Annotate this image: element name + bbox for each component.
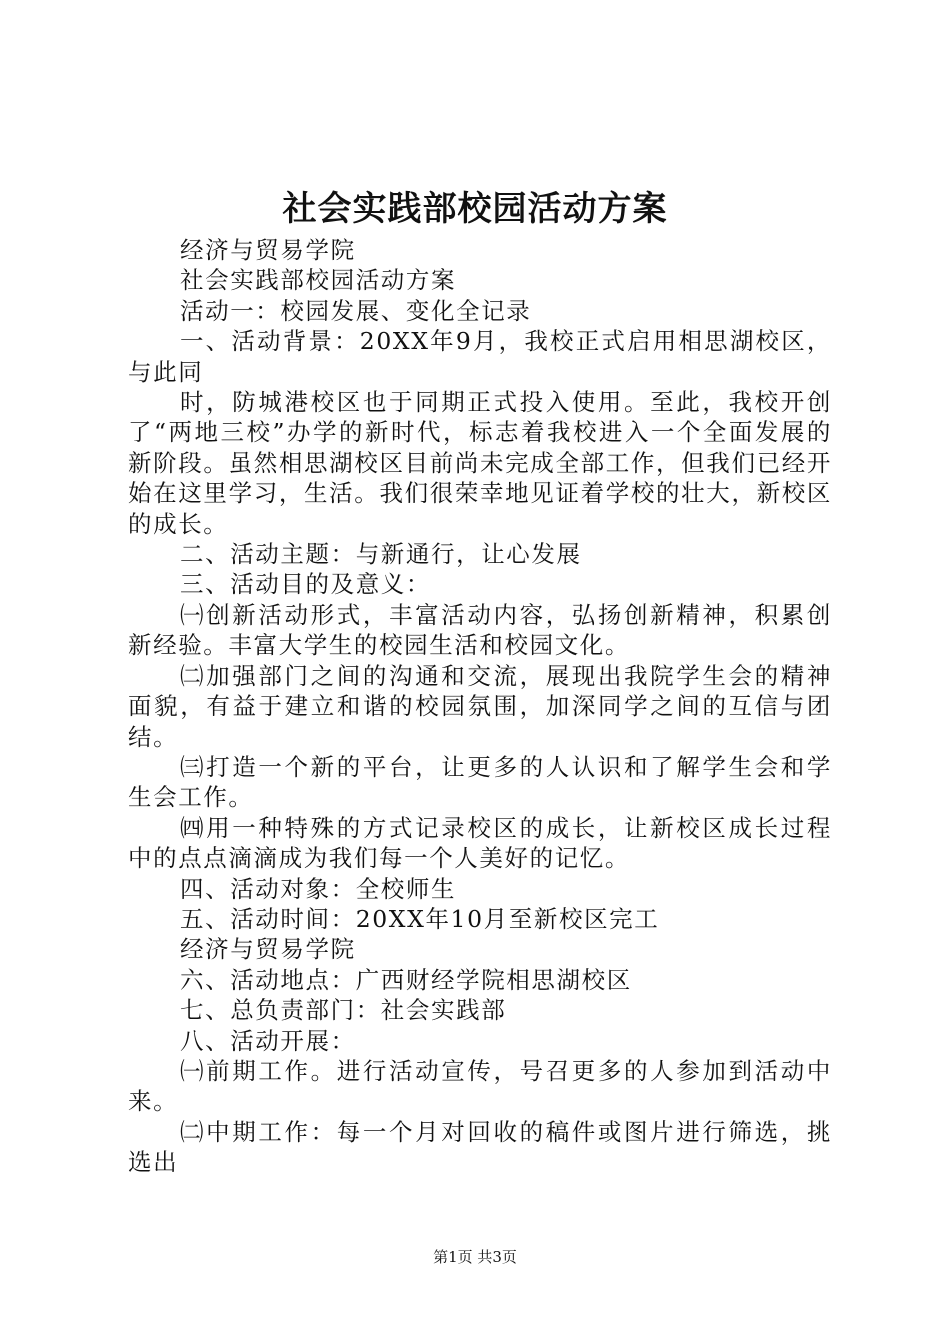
paragraph: 活动一：校园发展、变化全记录 — [180, 296, 532, 325]
paragraph: 七、总负责部门：社会实践部 — [180, 996, 507, 1025]
page-indicator: 第1页 共3页 — [433, 1248, 517, 1266]
paragraph: ㈠创新活动形式，丰富活动内容，弘扬创新精神，积累创新经验。丰富大学生的校园生活和校园文化。 — [128, 600, 832, 660]
paragraph: 二、活动主题：与新通行，让心发展 — [180, 540, 582, 569]
document-title: 社会实践部校园活动方案 — [282, 189, 668, 229]
paragraph: ㈠前期工作。进行活动宣传，号召更多的人参加到活动中来。 — [128, 1056, 832, 1116]
paragraph: 六、活动地点：广西财经学院相思湖校区 — [180, 965, 632, 994]
page-footer — [0, 1247, 950, 1267]
paragraph: 一、活动背景：20XX年9月，我校正式启用相思湖校区，与此同 — [128, 327, 832, 386]
paragraph: 经济与贸易学院 — [180, 236, 356, 264]
paragraph: 四、活动对象：全校师生 — [180, 874, 457, 903]
paragraph: ㈢打造一个新的平台，让更多的人认识和了解学生会和学生会工作。 — [128, 752, 832, 812]
paragraph: 三、活动目的及意义： — [180, 570, 431, 599]
paragraph: 时，防城港校区也于同期正式投入使用。至此，我校开创了“两地三校”办学的新时代，标志着我校进入一个全面发展的新阶段。虽然相思湖校区目前尚未完成全部工作，但我们已经开始在这里学习，生活。我们很荣幸地见证着学校的壮大，新校区的成长。 — [128, 388, 832, 538]
paragraph: ㈡加强部门之间的沟通和交流，展现出我院学生会的精神面貌，有益于建立和谐的校园氛围，加深同学之间的互信与团结。 — [128, 661, 832, 751]
document-body — [128, 235, 832, 1178]
paragraph: ㈡中期工作：每一个月对回收的稿件或图片进行筛选，挑选出 — [128, 1117, 832, 1177]
paragraph: 八、活动开展： — [180, 1026, 356, 1055]
paragraph: ㈣用一种特殊的方式记录校区的成长，让新校区成长过程中的点点滴滴成为我们每一个人美好的记忆。 — [128, 813, 832, 873]
paragraph: 五、活动时间：20XX年10月至新校区完工 — [180, 904, 660, 933]
paragraph: 经济与贸易学院 — [180, 935, 356, 964]
paragraph: 社会实践部校园活动方案 — [180, 266, 457, 295]
